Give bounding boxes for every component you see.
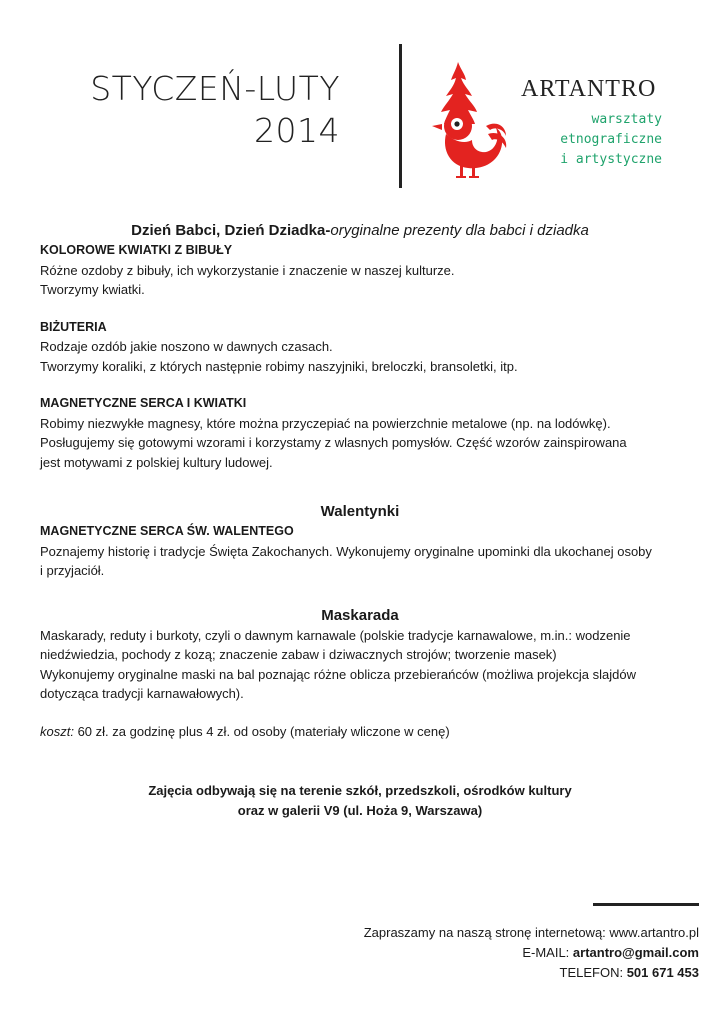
tagline-line: i artystyczne bbox=[560, 152, 662, 167]
location-line: Zajęcia odbywają się na terenie szkół, przedszkoli, ośrodków kultury bbox=[148, 783, 572, 798]
item-text: jest motywami z polskiej kultury ludowej. bbox=[40, 454, 273, 470]
brand-tagline bbox=[521, 110, 662, 170]
cost-text: 60 zł. za godzinę plus 4 zł. od osoby (materiały wliczone w cenę) bbox=[73, 723, 450, 739]
item-text: Posługujemy się gotowymi wzorami i korzystamy z wlasnych pomysłów. Część wzorów zainspirowana bbox=[40, 435, 627, 450]
website-line[interactable]: Zapraszamy na naszą stronę internetową: www.artantro.pl bbox=[363, 925, 699, 940]
main-content bbox=[40, 221, 680, 741]
item-text: Tworzymy koraliki, z których następnie robimy naszyjniki, breloczki, bransoletki, itp. bbox=[40, 358, 518, 374]
item-heading: KOLOROWE KWIATKI Z BIBUŁY bbox=[40, 243, 233, 257]
cost-label: koszt: bbox=[40, 723, 74, 739]
phone-line bbox=[364, 963, 699, 983]
item-text: Poznajemy historię i tradycje Święta Zakochanych. Wykonujemy oryginalne upominki dla ukochanej osoby bbox=[40, 543, 652, 559]
item-text: Tworzymy kwiatki. bbox=[40, 282, 145, 297]
section-title-maskarada: Maskarada bbox=[321, 606, 399, 624]
page-title bbox=[90, 68, 340, 152]
email-label: E-MAIL: bbox=[522, 945, 573, 960]
title-months: STYCZEŃ-LUTY bbox=[90, 69, 340, 108]
item-text: Maskarady, reduty i burkoty, czyli o dawnym karnawale (polskie tradycje karnawalowe, m.in.: wodzenie bbox=[40, 627, 631, 643]
location-line: oraz w galerii V9 (ul. Hoża 9, Warszawa) bbox=[237, 803, 483, 818]
item-heading: BIŻUTERIA bbox=[40, 319, 107, 334]
footer-rule bbox=[593, 903, 699, 906]
item-heading: MAGNETYCZNE SERCA I KWIATKI bbox=[40, 396, 247, 410]
location-note bbox=[60, 781, 660, 821]
cost-line bbox=[40, 722, 680, 742]
email-line bbox=[364, 943, 699, 963]
item-text: Robimy niezwykłe magnesy, które można przyczepiać na powierzchnie metalowe (np. na lodówkę). bbox=[40, 415, 611, 431]
item-text: dotycząca tradycji karnawałowych). bbox=[40, 686, 244, 701]
contact-block bbox=[364, 923, 699, 983]
item-text: Rodzaje ozdób jakie noszono w dawnych czasach. bbox=[40, 339, 333, 354]
section-title-walentynki: Walentynki bbox=[320, 503, 400, 520]
email-link[interactable]: artantro@gmail.com bbox=[572, 945, 699, 960]
item-text: Wykonujemy oryginalne maski na bal poznając różne oblicza przebierańców (możliwa projekcja slajdów bbox=[40, 666, 636, 682]
item-text: i przyjaciół. bbox=[40, 563, 105, 578]
rooster-logo-icon bbox=[430, 60, 510, 184]
section-subtitle: oryginalne prezenty dla babci i dziadka bbox=[330, 222, 589, 239]
tagline-line: warsztaty bbox=[591, 112, 662, 127]
item-text: Różne ozdoby z bibuły, ich wykorzystanie i znaczenie w naszej kulturze. bbox=[40, 262, 455, 278]
item-text: niedźwiedzia, pochody z kozą; znaczenie zabaw i dziwacznych strojów; tworzenie masek) bbox=[40, 647, 557, 662]
header-divider bbox=[399, 44, 402, 188]
section-title-babci bbox=[40, 221, 680, 241]
item-heading: MAGNETYCZNE SERCA ŚW. WALENTEGO bbox=[40, 524, 294, 538]
phone-number: 501 671 453 bbox=[626, 965, 699, 980]
brand-name: ARTANTRO bbox=[521, 76, 657, 102]
section-title-main: Dzień Babci, Dzień Dziadka- bbox=[131, 222, 331, 239]
title-year: 2014 bbox=[254, 111, 340, 150]
tagline-line: etnograficzne bbox=[560, 132, 662, 147]
phone-label: TELEFON: bbox=[559, 965, 627, 980]
